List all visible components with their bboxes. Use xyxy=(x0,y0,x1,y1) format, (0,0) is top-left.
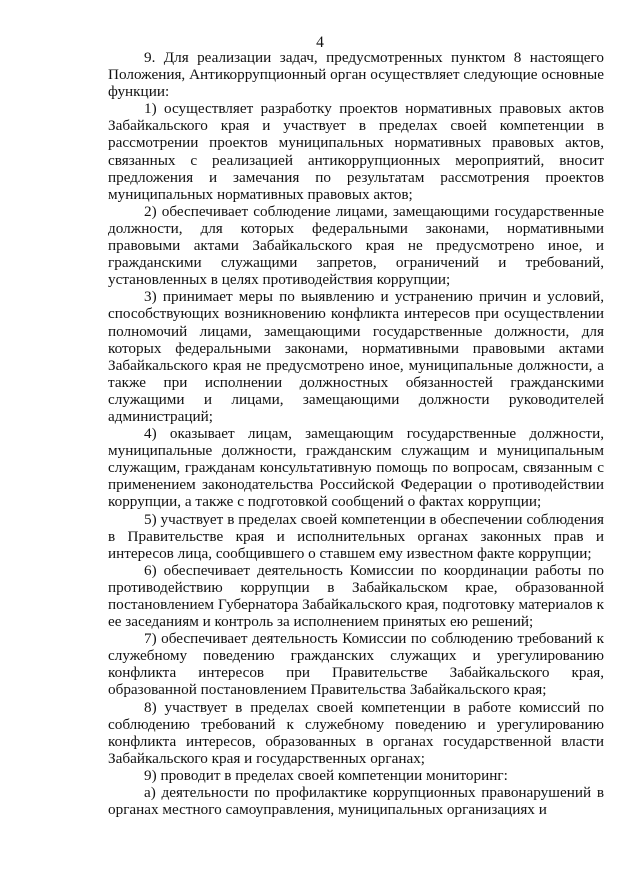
page-number: 4 xyxy=(316,34,324,51)
paragraph-function-5: 5) участвует в пределах своей компетенции в обеспечении соблюдения в Правительстве края и исполнительных органах законных прав и интересов лица, сообщившего о ставшем ему известном факте коррупции; xyxy=(108,510,604,562)
paragraph-function-2: 2) обеспечивает соблюдение лицами, замещающими государственные должности, для которых федеральными законами, нормативными правовыми актами Забайкальского края не предусмотрено иное, и гражданскими служащими запретов, ограничений и требований, установленных в целях противодействия коррупции; xyxy=(108,202,604,289)
paragraph-function-1: 1) осуществляет разработку проектов нормативных правовых актов Забайкальского края и участвует в пределах своей компетенции в рассмотрении проектов муниципальных нормативных правовых актов, связанных с реализацией антикоррупционных мероприятий, вносит предложения и замечания по результатам рассмотрения проектов муниципальных нормативных правовых актов; xyxy=(108,100,604,203)
document-body xyxy=(108,49,604,818)
paragraph-function-3: 3) принимает меры по выявлению и устранению причин и условий, способствующих возникновению конфликта интересов при осуществлении полномочий лицами, замещающими государственные должности, для которых федеральными законами, нормативными правовыми актами Забайкальского края не предусмотрено иное, муниципальные должности, а также при исполнении должностных обязанностей гражданскими служащими и лицами, замещающими должности руководителей администраций; xyxy=(108,288,604,425)
paragraph-9-intro: 9. Для реализации задач, предусмотренных пунктом 8 настоящего Положения, Антикоррупционный орган осуществляет следующие основные функции: xyxy=(108,49,604,101)
paragraph-function-8: 8) участвует в пределах своей компетенции в работе комиссий по соблюдению требований к служебному поведению и урегулированию конфликта интересов, образованных в органах государственной власти Забайкальского края и государственных органах; xyxy=(108,698,604,767)
paragraph-function-4: 4) оказывает лицам, замещающим государственные должности, муниципальные должности, гражданским служащим и муниципальным служащим, гражданам консультативную помощь по вопросам, связанным с применением законодательства Российской Федерации о противодействии коррупции, а также с подготовкой сообщений о фактах коррупции; xyxy=(108,425,604,511)
paragraph-function-7: 7) обеспечивает деятельность Комиссии по соблюдению требований к служебному поведению гражданских служащих и урегулированию конфликта интересов при Правительстве Забайкальского края, образованной постановлением Правительства Забайкальского края; xyxy=(108,630,604,699)
paragraph-subitem-a: а) деятельности по профилактике коррупционных правонарушений в органах местного самоуправления, муниципальных организациях и xyxy=(108,784,604,819)
paragraph-function-6: 6) обеспечивает деятельность Комиссии по координации работы по противодействию коррупции в Забайкальском крае, образованной постановлением Губернатора Забайкальского края, подготовку материалов к ее заседаниям и контроль за исполнением принятых ею решений; xyxy=(108,561,604,631)
paragraph-function-9: 9) проводит в пределах своей компетенции мониторинг: xyxy=(144,766,508,784)
